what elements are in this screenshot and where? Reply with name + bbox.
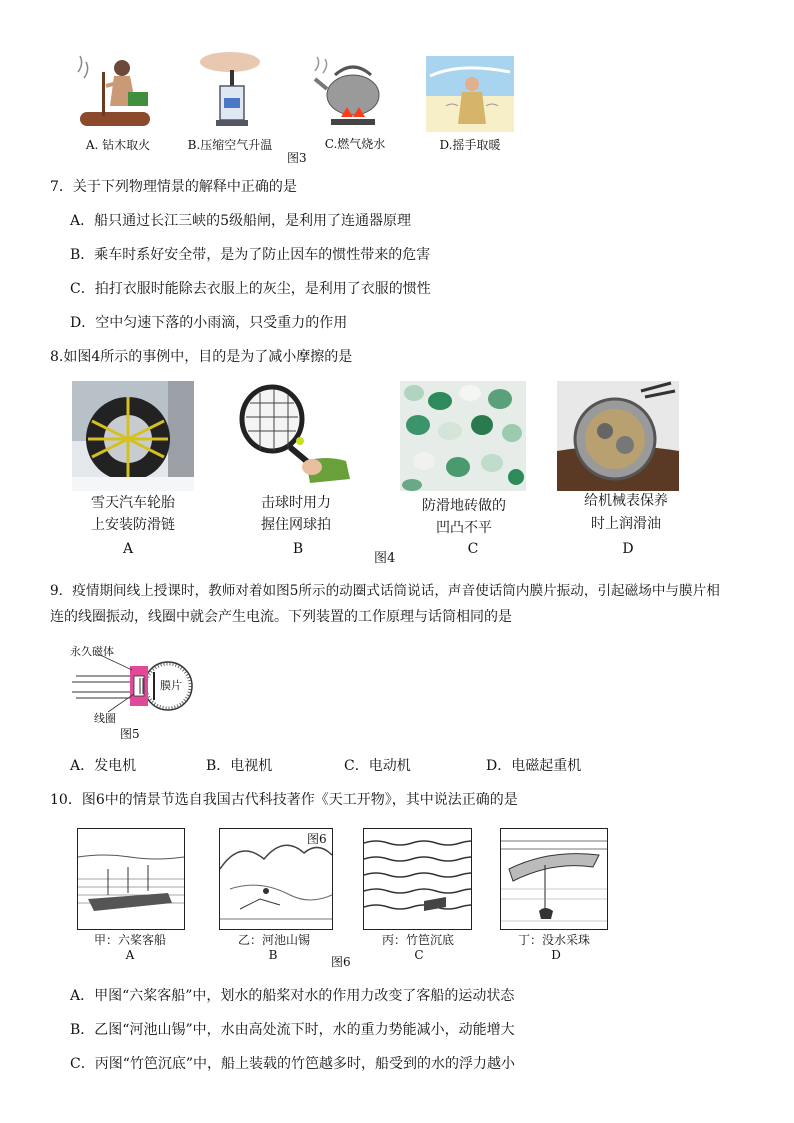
q8-letter-a: A	[122, 541, 134, 557]
q9-label-membrane: 膜片	[160, 679, 182, 692]
q9-option-d: D．电磁起重机	[486, 758, 582, 774]
q8-figure-label: 图4	[374, 551, 396, 566]
q10-caption-jia: 甲：六桨客船	[93, 933, 166, 947]
q7-option-a: A．船只通过长江三峡的5级船闸，是利用了连通器原理	[70, 213, 412, 229]
q10-image-bing	[363, 828, 472, 930]
q7-option-b: B．乘车时系好安全带，是为了防止因车的惯性带来的危害	[70, 247, 431, 263]
q10-caption-yi: 乙：河池山锡	[237, 933, 310, 947]
q10-caption-ding: 丁：没水采珠	[517, 933, 590, 947]
q10-letter-d: D	[551, 948, 561, 962]
fig3-caption-c: C.燃气烧水	[324, 137, 386, 151]
q8-image-c	[400, 381, 526, 491]
q10-letter-a: A	[125, 948, 135, 962]
q9-stem-line2: 连的线圈振动，线圈中就会产生电流。下列装置的工作原理与话筒相同的是	[50, 609, 512, 625]
fig3-caption-b: B.压缩空气升温	[187, 138, 273, 152]
q8-image-a	[72, 381, 194, 491]
q9-stem-line1: 9．疫情期间线上授课时，教师对着如图5所示的动圈式话筒说话，声音使话筒内膜片振动，引起磁场中与膜片相	[50, 583, 720, 599]
q8-caption-c-line2: 凹凸不平	[436, 520, 492, 536]
q8-caption-b-line1: 击球时用力	[261, 495, 331, 511]
q10-letter-b: B	[268, 948, 278, 962]
q9-label-coil: 线圈	[94, 712, 116, 725]
fig3-image-c	[313, 55, 393, 135]
q8-caption-c-line1: 防滑地砖做的	[422, 498, 506, 514]
q10-letter-c: C	[414, 948, 424, 962]
q10-figure-label: 图6	[331, 955, 351, 969]
q8-letter-c: C	[467, 541, 479, 557]
q10-option-b: B．乙图“河池山锡”中，水由高处流下时，水的重力势能减小，动能增大	[70, 1022, 515, 1038]
q10-image-jia	[77, 828, 185, 930]
q7-option-d: D．空中匀速下落的小雨滴，只受重力的作用	[70, 315, 348, 331]
q10-image-ding	[500, 828, 608, 930]
q10-option-c: C．丙图“竹笆沉底”中，船上装载的竹笆越多时，船受到的水的浮力越小	[70, 1056, 516, 1072]
q8-caption-d-line1: 给机械表保养	[584, 493, 668, 509]
q7-option-c: C．拍打衣服时能除去衣服上的灰尘，是利用了衣服的惯性	[70, 281, 431, 297]
q8-image-b	[236, 383, 356, 491]
fig3-image-d	[426, 56, 514, 132]
q8-letter-d: D	[622, 541, 634, 557]
q9-figure-label: 图5	[120, 727, 140, 741]
q8-caption-d-line2: 时上润滑油	[591, 516, 661, 532]
fig3-caption-d: D.摇手取暖	[439, 138, 501, 152]
q8-image-d	[557, 381, 679, 491]
q9-label-magnet: 永久磁体	[70, 645, 114, 658]
fig3-image-b	[190, 50, 280, 134]
q7-stem: 7．关于下列物理情景的解释中正确的是	[50, 179, 297, 195]
q8-caption-b-line2: 握住网球拍	[261, 517, 331, 533]
q10-option-a: A．甲图“六桨客船”中，划水的船桨对水的作用力改变了客船的运动状态	[70, 988, 515, 1004]
q8-stem: 8.如图4所示的事例中，目的是为了减小摩擦的是	[50, 349, 353, 365]
q8-letter-b: B	[292, 541, 304, 557]
q10-figure-overlay: 图6	[307, 832, 327, 846]
fig3-image-a	[72, 52, 162, 134]
q10-caption-bing: 丙：竹笆沉底	[381, 933, 454, 947]
fig3-label: 图3	[287, 151, 307, 165]
q9-option-c: C．电动机	[344, 758, 411, 774]
q8-caption-a-line2: 上安装防滑链	[91, 517, 175, 533]
q8-caption-a-line1: 雪天汽车轮胎	[91, 495, 175, 511]
q10-stem: 10．图6中的情景节选自我国古代科技著作《天工开物》，其中说法正确的是	[50, 792, 518, 808]
q9-option-a: A．发电机	[70, 758, 137, 774]
q9-option-b: B．电视机	[206, 758, 273, 774]
fig3-caption-a: A. 钻木取火	[85, 138, 151, 152]
